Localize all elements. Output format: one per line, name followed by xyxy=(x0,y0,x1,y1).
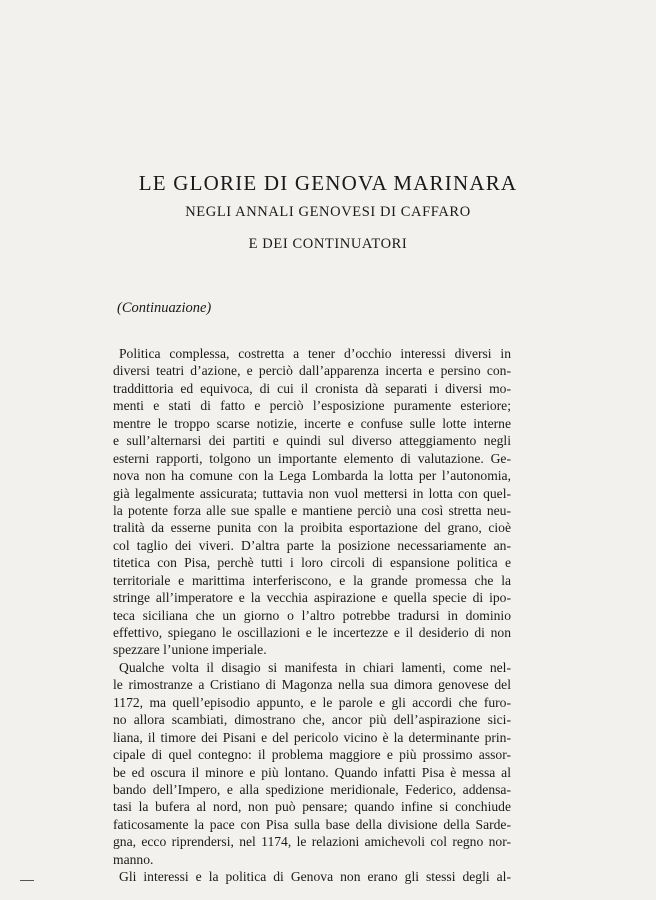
text-line: nova non ha comune con la Lega Lombarda la lotta per l’autonomia, xyxy=(113,468,511,484)
text-line: territoriale e marittima interferiscono, e la grande promessa che la xyxy=(113,572,511,588)
text-line: traddittoria ed equivoca, di cui il cronista dà separati i diversi mo- xyxy=(113,380,511,396)
text-line: diversi teatri d’azione, e perciò dall’apparenza incerta e persino con- xyxy=(113,363,511,379)
text-line: gna, ecco riprendersi, nel 1174, le relazioni amichevoli col regno nor- xyxy=(113,834,511,850)
text-line: tasi la bufera al nord, non può pensare; quando infine si conchiude xyxy=(113,799,511,815)
document-title: LE GLORIE DI GENOVA MARINARA xyxy=(138,171,518,195)
text-line: e sull’alternarsi dei partiti e quindi sul diverso atteggiamento negli xyxy=(113,433,511,449)
document-subtitle-1: NEGLI ANNALI GENOVESI DI CAFFARO xyxy=(185,204,471,220)
text-line: già legalmente assicurata; tuttavia non vuol mettersi in lotta con quel- xyxy=(113,485,511,501)
body-text xyxy=(113,345,511,886)
text-line: mentre le troppo scarse notizie, incerte e confuse sulle lotte interne xyxy=(113,415,511,431)
text-line: effettivo, spiegano le oscillazioni e le incertezze e il desiderio di non xyxy=(113,625,511,640)
text-line: col taglio dei viveri. D’altra parte la posizione necessariamente an- xyxy=(113,537,511,553)
text-line: no allora scambiati, dimostrano che, ancor più dell’aspirazione sici- xyxy=(113,712,511,728)
text-line: manno. xyxy=(113,851,154,867)
text-line: la potente forza alle sue spalle e mantiene perciò una così stretta neu- xyxy=(113,502,511,518)
text-line: titetica con Pisa, perchè tutti i loro circoli di espansione politica e xyxy=(113,555,511,571)
document-subtitle-2: E DEI CONTINUATORI xyxy=(248,236,408,252)
text-line: le rimostranze a Cristiano di Magonza nella sua dimora genovese del xyxy=(113,677,511,693)
text-line: Politica complessa, costretta a tener d’occhio interessi diversi in xyxy=(119,346,511,361)
text-line: tralità da esserne punita con la proibita esportazione del grano, cioè xyxy=(113,520,511,536)
text-line: Qualche volta il disagio si manifesta in chiari lamenti, come nel- xyxy=(119,659,511,675)
text-line: bando dell’Impero, e alla spedizione meridionale, Federico, addensa- xyxy=(113,781,511,797)
text-line: esterni rapporti, tolgono un importante elemento di valutazione. Ge- xyxy=(113,450,511,466)
text-line: liana, il timore dei Pisani e del pericolo vicino è la determinante prin- xyxy=(113,729,511,745)
text-line: cipale di quel contegno: il problema maggiore e più prossimo assor- xyxy=(113,747,511,763)
margin-mark xyxy=(20,880,34,881)
text-line: teca siciliana che un giorno o l’altro potrebbe tradursi in dominio xyxy=(113,607,511,623)
text-line: menti e stati di fatto e perciò l’esposizione puramente esteriore; xyxy=(113,398,511,414)
text-line: Gli interessi e la politica di Genova non erano gli stessi degli al- xyxy=(119,869,511,885)
continuation-label: (Continuazione) xyxy=(117,300,212,316)
text-line: stringe all’imperatore e la vecchia aspirazione e quella specie di ipo- xyxy=(113,590,511,606)
text-line: be ed oscura il minore e più lontano. Quando infatti Pisa è messa al xyxy=(113,764,511,780)
text-line: faticosamente la pace con Pisa sulla base della divisione della Sarde- xyxy=(113,816,511,832)
text-line: 1172, ma quell’episodio appunto, e le parole e gli accordi che furo- xyxy=(113,694,511,710)
text-line: spezzare l’unione imperiale. xyxy=(113,642,267,658)
